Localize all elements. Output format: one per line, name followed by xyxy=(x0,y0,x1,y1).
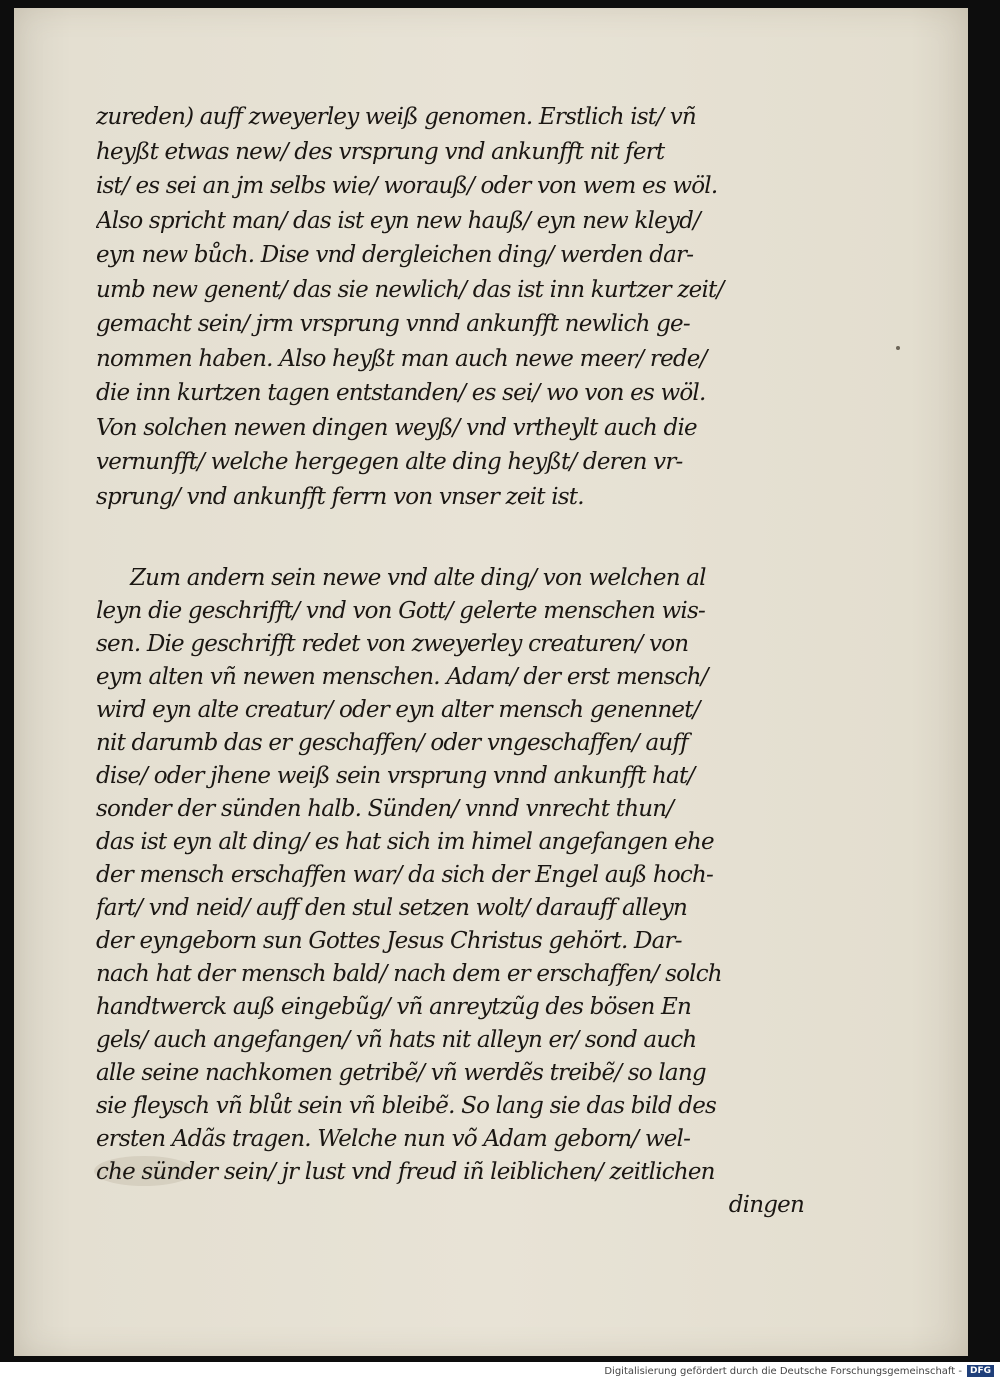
text-line: nit darumb das er geschaffen/ oder vngeschaffen/ auff xyxy=(96,730,688,756)
text-line: fart/ vnd neid/ auff den stul setzen wolt/ darauff alleyn xyxy=(96,895,688,921)
text-line: leyn die geschrifft/ vnd von Gott/ gelerte menschen wis- xyxy=(96,598,705,624)
text-line: dise/ oder jhene weiß sein vrsprung vnnd ankunfft hat/ xyxy=(96,763,695,789)
text-line: eym alten vñ newen menschen. Adam/ der erst mensch/ xyxy=(96,664,708,690)
ink-speck xyxy=(896,346,900,350)
footer-bar xyxy=(0,1362,1000,1381)
text-line: zureden) auff zweyerley weiß genomen. Erstlich ist/ vñ xyxy=(96,104,696,130)
text-block xyxy=(96,100,804,1222)
paragraph-1 xyxy=(96,100,804,514)
text-line: che sünder sein/ jr lust vnd freud iñ leiblichen/ zeitlichen xyxy=(96,1159,715,1185)
text-line: die inn kurtzen tagen entstanden/ es sei/ wo von es wöl. xyxy=(96,380,706,406)
dfg-logo: DFG xyxy=(967,1365,994,1377)
text-line: ersten Adãs tragen. Welche nun võ Adam geborn/ wel- xyxy=(96,1126,691,1152)
text-line: gels/ auch angefangen/ vñ hats nit alleyn er/ sond auch xyxy=(96,1027,697,1053)
paragraph-gap xyxy=(96,514,804,562)
paper-page xyxy=(14,8,968,1356)
text-line: nach hat der mensch bald/ nach dem er erschaffen/ solch xyxy=(96,961,722,987)
text-line: Zum andern sein newe vnd alte ding/ von welchen al xyxy=(130,565,706,591)
text-line: das ist eyn alt ding/ es hat sich im himel angefangen ehe xyxy=(96,829,714,855)
text-line: sonder der sünden halb. Sünden/ vnnd vnrecht thun/ xyxy=(96,796,674,822)
text-line: ist/ es sei an jm selbs wie/ worauß/ oder von wem es wöl. xyxy=(96,173,718,199)
text-line: wird eyn alte creatur/ oder eyn alter mensch genennet/ xyxy=(96,697,700,723)
paragraph-2 xyxy=(96,562,804,1222)
text-line: eyn new bůch. Dise vnd dergleichen ding/ werden dar- xyxy=(96,242,694,268)
funding-notice: Digitalisierung gefördert durch die Deutsche Forschungsgemeinschaft - xyxy=(604,1366,962,1377)
text-line: handtwerck auß eingebũg/ vñ anreytzũg des bösen En xyxy=(96,994,691,1020)
text-line: sie fleysch vñ blůt sein vñ bleibẽ. So lang sie das bild des xyxy=(96,1093,717,1119)
text-line: sprung/ vnd ankunfft ferrn von vnser zeit ist. xyxy=(96,483,584,510)
text-line: gemacht sein/ jrm vrsprung vnnd ankunfft newlich ge- xyxy=(96,311,690,337)
text-line: der mensch erschaffen war/ da sich der Engel auß hoch- xyxy=(96,862,713,888)
text-line: der eyngeborn sun Gottes Jesus Christus gehört. Dar- xyxy=(96,928,682,954)
text-line: alle seine nachkomen getribẽ/ vñ werdẽs treibẽ/ so lang xyxy=(96,1060,706,1086)
text-line: umb new genent/ das sie newlich/ das ist inn kurtzer zeit/ xyxy=(96,276,724,303)
catchword: dingen xyxy=(728,1192,804,1218)
text-line: heyßt etwas new/ des vrsprung vnd ankunfft nit fert xyxy=(96,138,665,165)
text-line: Also spricht man/ das ist eyn new hauß/ eyn new kleyd/ xyxy=(96,207,700,234)
text-line: Von solchen newen dingen weyß/ vnd vrtheylt auch die xyxy=(96,414,697,441)
text-line: sen. Die geschrifft redet von zweyerley creaturen/ von xyxy=(96,631,689,657)
text-line: nommen haben. Also heyßt man auch newe meer/ rede/ xyxy=(96,345,707,372)
text-line: vernunfft/ welche hergegen alte ding heyßt/ deren vr- xyxy=(96,449,683,475)
